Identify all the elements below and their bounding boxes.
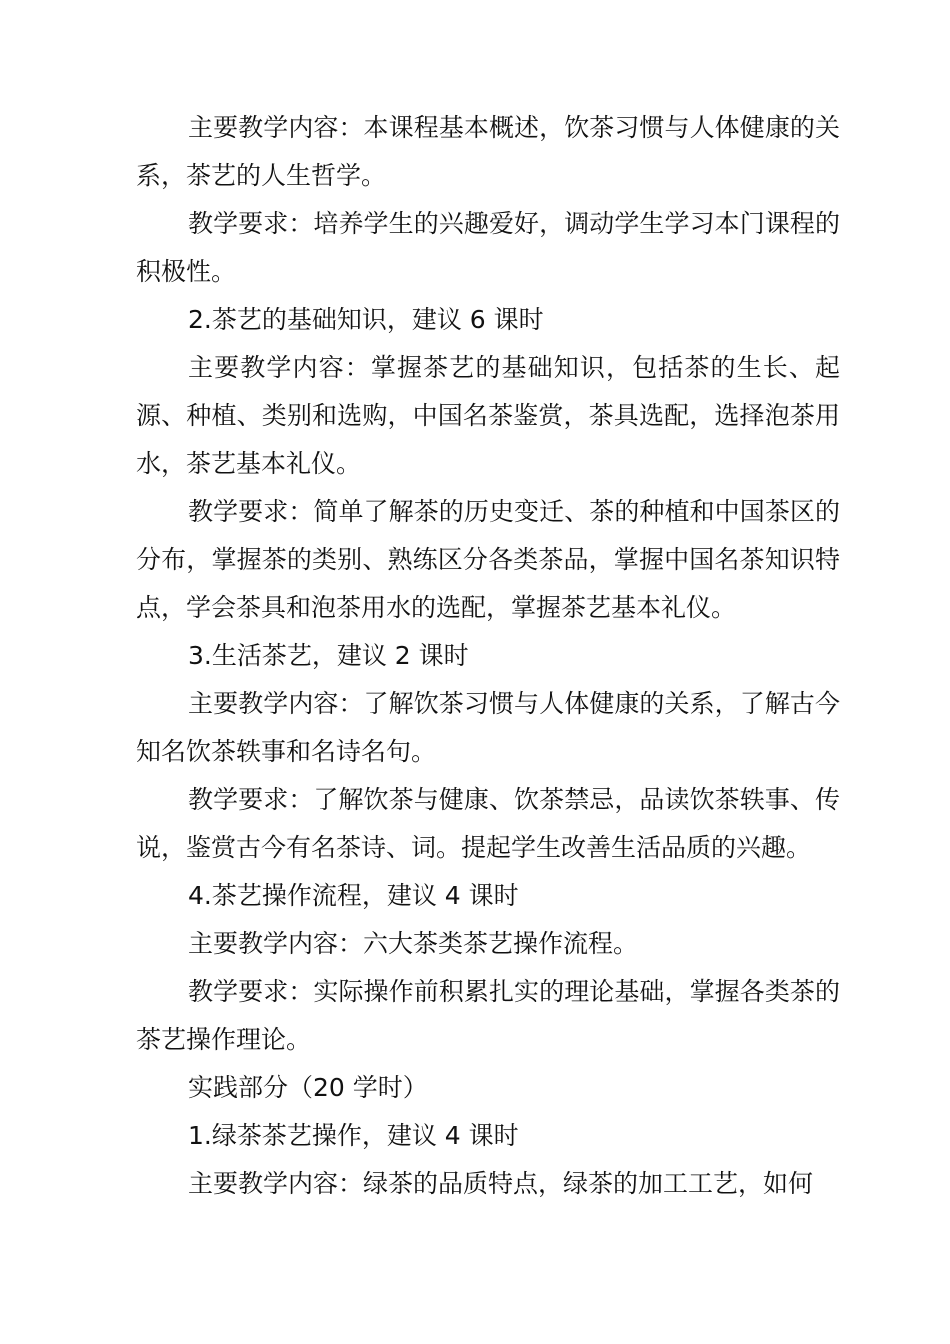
- section-heading-green-tea: 1.绿茶茶艺操作，建议 4 课时: [188, 1121, 519, 1150]
- paragraph-content-procedure: 主要教学内容：六大茶类茶艺操作流程。: [188, 929, 639, 958]
- paragraph-content-life-tea: 主要教学内容：了解饮茶习惯与人体健康的关系，了解古今知名饮茶轶事和名诗名句。: [136, 689, 840, 766]
- section-heading-life-tea: 3.生活茶艺，建议 2 课时: [188, 641, 469, 670]
- paragraph-requirement-basics: 教学要求：简单了解茶的历史变迁、茶的种植和中国茶区的分布，掌握茶的类别、熟练区分各类茶品，掌握中国名茶知识特点，学会茶具和泡茶用水的选配，掌握茶艺基本礼仪。: [136, 497, 840, 622]
- paragraph-content-green-tea: 主要教学内容：绿茶的品质特点，绿茶的加工工艺，如何: [188, 1169, 814, 1198]
- paragraph-requirement-interest: 教学要求：培养学生的兴趣爱好，调动学生学习本门课程的积极性。: [136, 209, 840, 286]
- section-heading-practice: 实践部分（20 学时）: [188, 1073, 428, 1102]
- paragraph-content-basics: 主要教学内容：掌握茶艺的基础知识，包括茶的生长、起源、种植、类别和选购，中国名茶鉴赏，茶具选配，选择泡茶用水，茶艺基本礼仪。: [136, 353, 840, 478]
- paragraph-content-overview: 主要教学内容：本课程基本概述，饮茶习惯与人体健康的关系，茶艺的人生哲学。: [136, 113, 840, 190]
- paragraph-requirement-procedure: 教学要求：实际操作前积累扎实的理论基础，掌握各类茶的茶艺操作理论。: [136, 977, 840, 1054]
- document-page: [136, 104, 840, 1208]
- section-heading-procedure: 4.茶艺操作流程，建议 4 课时: [188, 881, 519, 910]
- section-heading-basics: 2.茶艺的基础知识，建议 6 课时: [188, 305, 544, 334]
- paragraph-requirement-life-tea: 教学要求：了解饮茶与健康、饮茶禁忌，品读饮茶轶事、传说，鉴赏古今有名茶诗、词。提起学生改善生活品质的兴趣。: [136, 785, 840, 862]
